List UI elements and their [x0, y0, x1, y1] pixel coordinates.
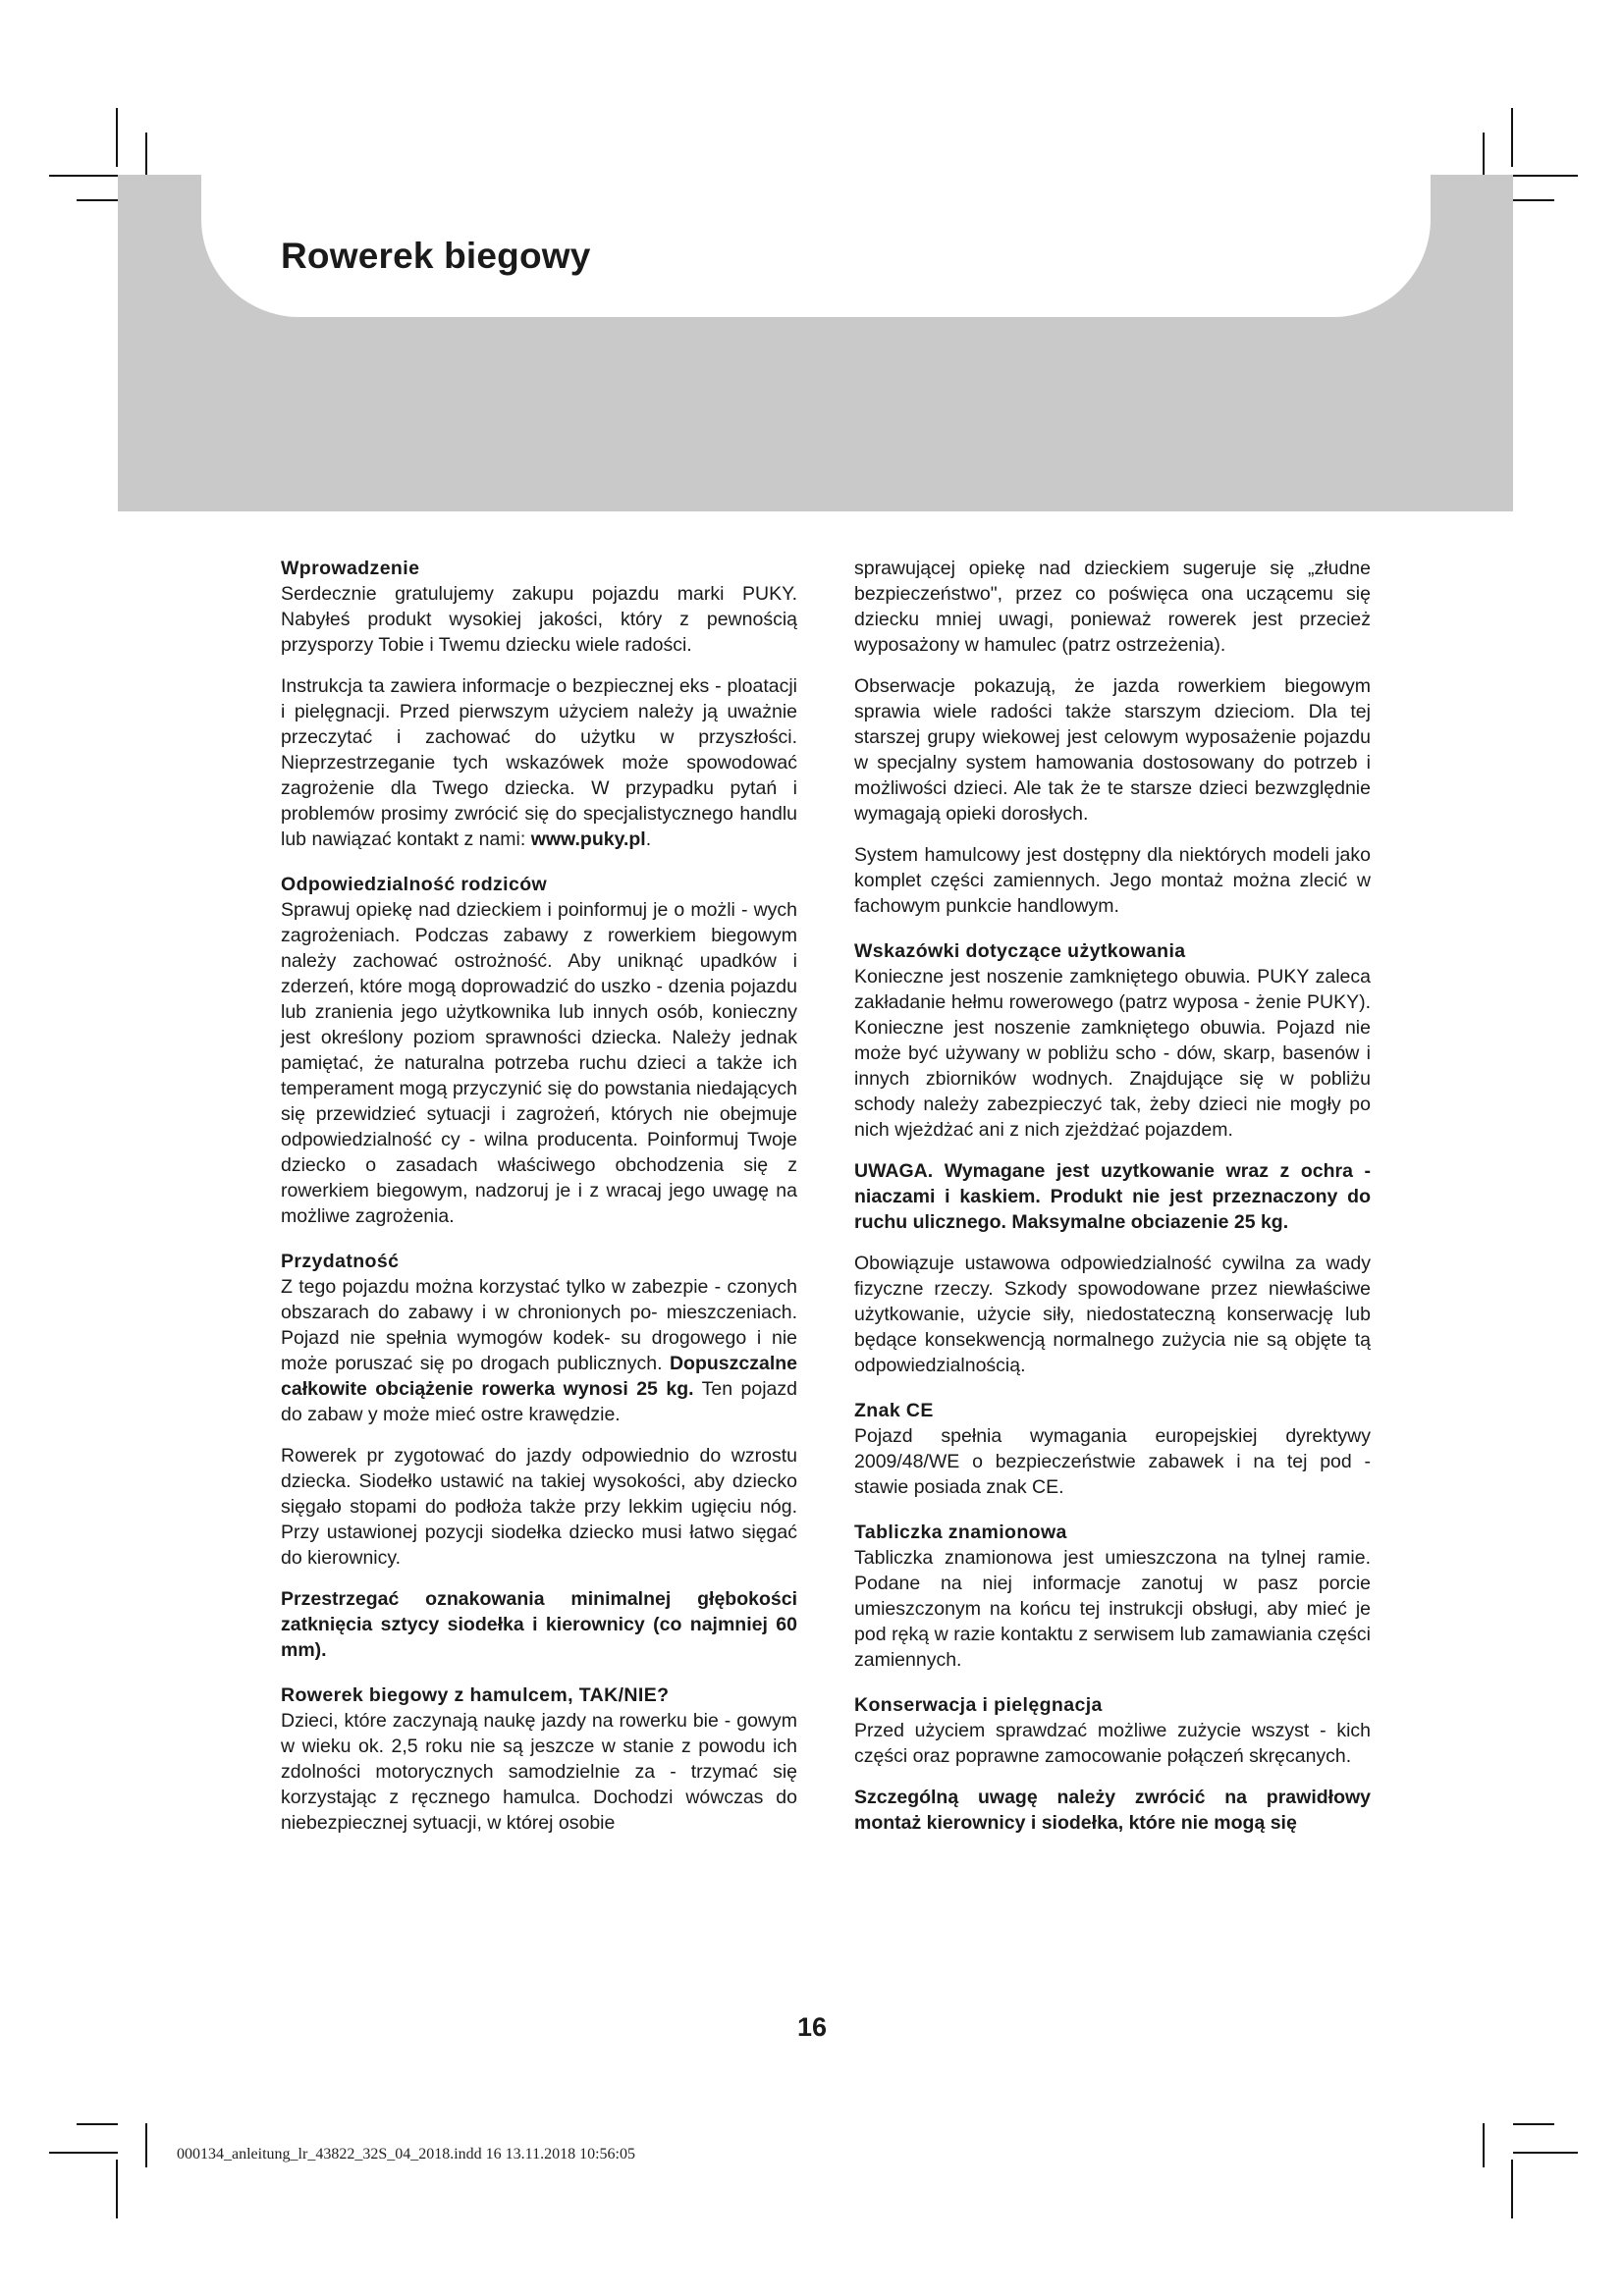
paragraph — [281, 581, 797, 658]
paragraph — [854, 842, 1371, 919]
paragraph — [281, 897, 797, 1229]
text-run: Obserwacje pokazują, że jazda rowerkiem biegowym sprawia wiele radości także starszym dzieciom. Dla tej starszej grupy wiekowej jest celowym wyposażenie pojazdu w specjalny system hamowania dostosowany do potrzeb i możliwości dzieci. Ale tak że te starsze dzieci bezwzględnie wymagają opieki dorosłych. — [854, 675, 1371, 825]
crop-mark — [1511, 108, 1513, 167]
section-heading: Wskazówki dotyczące użytkowania — [854, 940, 1186, 962]
bold-notice: Szczególną uwagę należy zwrócić na prawidłowy montaż kierownicy i siodełka, które nie mogą się — [854, 1787, 1371, 1834]
text-run: Konieczne jest noszenie zamkniętego obuwia. PUKY zaleca zakładanie hełmu rowerowego (patrz wyposa - żenie PUKY). Konieczne jest noszenie zamkniętego obuwia. Pojazd nie może być używany w pobliżu scho - dów, skarp, basenów i innych zbiorników wodnych. Znajdujące się w pobliżu schody należy zabezpieczyć tak, żeby dzieci nie mogły po nich wjeżdżać ani z nich zjeżdżać pojazdem. — [854, 966, 1371, 1141]
paragraph — [854, 1718, 1371, 1769]
text-run: Tabliczka znamionowa jest umieszczona na tylnej ramie. Podane na niej informacje zanotuj w pasz porcie umieszczonym na końcu tej instrukcji obsługi, aby mieć je pod ręką w razie kontaktu z serwisem lub zamawiania części zamiennych. — [854, 1547, 1371, 1671]
paragraph — [854, 1545, 1371, 1673]
bold-notice: UWAGA. Wymagane jest uzytkowanie wraz z ochra - niaczami i kaskiem. Produkt nie jest przeznaczony do ruchu ulicznego. Maksymalne obciazenie 25 kg. — [854, 1160, 1371, 1233]
crop-mark — [1483, 2123, 1485, 2167]
text-run: Rowerek pr zygotować do jazdy odpowiednio do wzrostu dziecka. Siodełko ustawić na takiej wysokości, aby dziecko sięgało stopami do podłoża także przy lekkim ugięciu nóg. Przy ustawionej pozycji siodełka dziecko musi łatwo sięgać do kierownicy. — [281, 1445, 797, 1569]
paragraph — [854, 673, 1371, 827]
crop-mark — [145, 133, 147, 175]
crop-mark — [49, 2152, 118, 2154]
bold-text: www.puky.pl — [530, 828, 646, 850]
text-run: Przed użyciem sprawdzać możliwe zużycie wszyst - kich części oraz poprawne zamocowanie połączeń skręcanych. — [854, 1720, 1371, 1767]
crop-mark — [77, 2123, 118, 2125]
text-run: Pojazd spełnia wymagania europejskiej dyrektywy 2009/48/WE o bezpieczeństwie zabawek i na tej pod - stawie posiada znak CE. — [854, 1425, 1371, 1498]
text-run: Sprawuj opiekę nad dzieckiem i poinformuj je o możli - wych zagrożeniach. Podczas zabawy z rowerkiem biegowym należy zachować ostrożność. Aby uniknąć upadków i zderzeń, które mogą doprowadzić do uszko - dzenia pojazdu lub zranienia jego użytkownika lub innych osób, konieczny jest określony poziom sprawności dziecka. Należy jednak pamiętać, że naturalna potrzeba ruchu dzieci a także ich temperament mogą przyczynić się do powstania niedających się przewidzieć sytuacji i zagrożeń, których nie obejmuje odpowiedzialność cy - wilna producenta. Poinformuj Twoje dziecko o zasadach właściwego obchodzenia się z rowerkiem biegowym, nadzoruj je i z wracaj jego uwagę na możliwe zagrożenia. — [281, 899, 797, 1227]
right-column — [854, 556, 1371, 1851]
text-run: Ten pojazd do zabaw y może mieć ostre krawędzie. — [281, 1378, 797, 1425]
crop-mark — [1513, 2123, 1554, 2125]
page-title: Rowerek biegowy — [281, 236, 591, 276]
crop-mark — [49, 175, 118, 177]
crop-mark — [1513, 199, 1554, 201]
paragraph — [281, 673, 797, 852]
paragraph — [854, 964, 1371, 1143]
text-run: Instrukcja ta zawiera informacje o bezpiecznej eks - ploatacji i pielęgnacji. Przed pierwszym użyciem należy ją uważnie przeczytać i zachować do użytku w przyszłości. Nieprzestrzeganie tych wskazówek może spowodować zagrożenie dla Twego dziecka. W przypadku pytań i problemów prosimy zwrócić się do specjalistycznego handlu lub nawiązać kontakt z nami: — [281, 675, 797, 850]
crop-mark — [1483, 133, 1485, 175]
section-heading: Wprowadzenie — [281, 558, 420, 579]
crop-mark — [116, 108, 118, 167]
paragraph — [854, 556, 1371, 658]
page-number: 16 — [796, 2012, 828, 2042]
crop-mark — [1511, 2160, 1513, 2218]
text-run: Obowiązuje ustawowa odpowiedzialność cywilna za wady fizyczne rzeczy. Szkody spowodowane przez niewłaściwe użytkowanie, użycie siły, niedostateczną konserwację lub będące konsekwencją normalnego zużycia nie są objęte tą odpowiedzialnością. — [854, 1253, 1371, 1376]
text-run: Dzieci, które zaczynają naukę jazdy na rowerku bie - gowym w wieku ok. 2,5 roku nie są jeszcze w stanie z powodu ich zdolności motorycznych samodzielnie za - trzymać się korzystając z ręcznego hamulca. Dochodzi wówczas do niebezpiecznej sytuacji, w której osobie — [281, 1710, 797, 1834]
section-heading: Przydatność — [281, 1251, 400, 1272]
section-heading: Znak CE — [854, 1400, 934, 1421]
paragraph — [854, 1423, 1371, 1500]
paragraph — [281, 1274, 797, 1427]
paragraph — [281, 1443, 797, 1571]
crop-mark — [1513, 2152, 1578, 2154]
crop-mark — [77, 199, 118, 201]
text-run: . — [645, 828, 652, 850]
section-heading: Odpowiedzialność rodziców — [281, 874, 548, 895]
section-heading: Konserwacja i pielęgnacja — [854, 1694, 1103, 1716]
text-run: sprawującej opiekę nad dzieckiem sugeruje się „złudne bezpieczeństwo", przez co poświęca ona uczącemu się dziecku mniej uwagi, ponieważ rowerek jest przecież wyposażony w hamulec (patrz ostrzeżenia). — [854, 558, 1371, 656]
section-heading: Rowerek biegowy z hamulcem, TAK/NIE? — [281, 1684, 670, 1706]
bold-text: Dopuszczalne całkowite obciążenie rowerka wynosi 25 kg. — [281, 1353, 797, 1400]
left-column — [281, 556, 797, 1851]
section-heading: Tabliczka znamionowa — [854, 1522, 1067, 1543]
text-run: Serdecznie gratulujemy zakupu pojazdu marki PUKY. Nabyłeś produkt wysokiej jakości, który z pewnością przysporzy Tobie i Twemu dziecku wiele radości. — [281, 583, 797, 656]
print-file-info: 000134_anleitung_lr_43822_32S_04_2018.indd 16 13.11.2018 10:56:05 — [177, 2146, 635, 2163]
text-run: System hamulcowy jest dostępny dla niektórych modeli jako komplet części zamiennych. Jego montaż można zlecić w fachowym punkcie handlowym. — [854, 844, 1371, 917]
paragraph — [281, 1708, 797, 1836]
crop-mark — [1513, 175, 1578, 177]
bold-notice: Przestrzegać oznakowania minimalnej głębokości zatknięcia sztycy siodełka i kierownicy (co najmniej 60 mm). — [281, 1588, 797, 1661]
crop-mark — [116, 2160, 118, 2218]
text-run: Z tego pojazdu można korzystać tylko w zabezpie - czonych obszarach do zabawy i w chronionych po- mieszczeniach. Pojazd nie spełnia wymogów kodek- su drogowego i nie może poruszać się po drogach publicznych. — [281, 1276, 797, 1374]
paragraph — [854, 1251, 1371, 1378]
crop-mark — [145, 2123, 147, 2167]
